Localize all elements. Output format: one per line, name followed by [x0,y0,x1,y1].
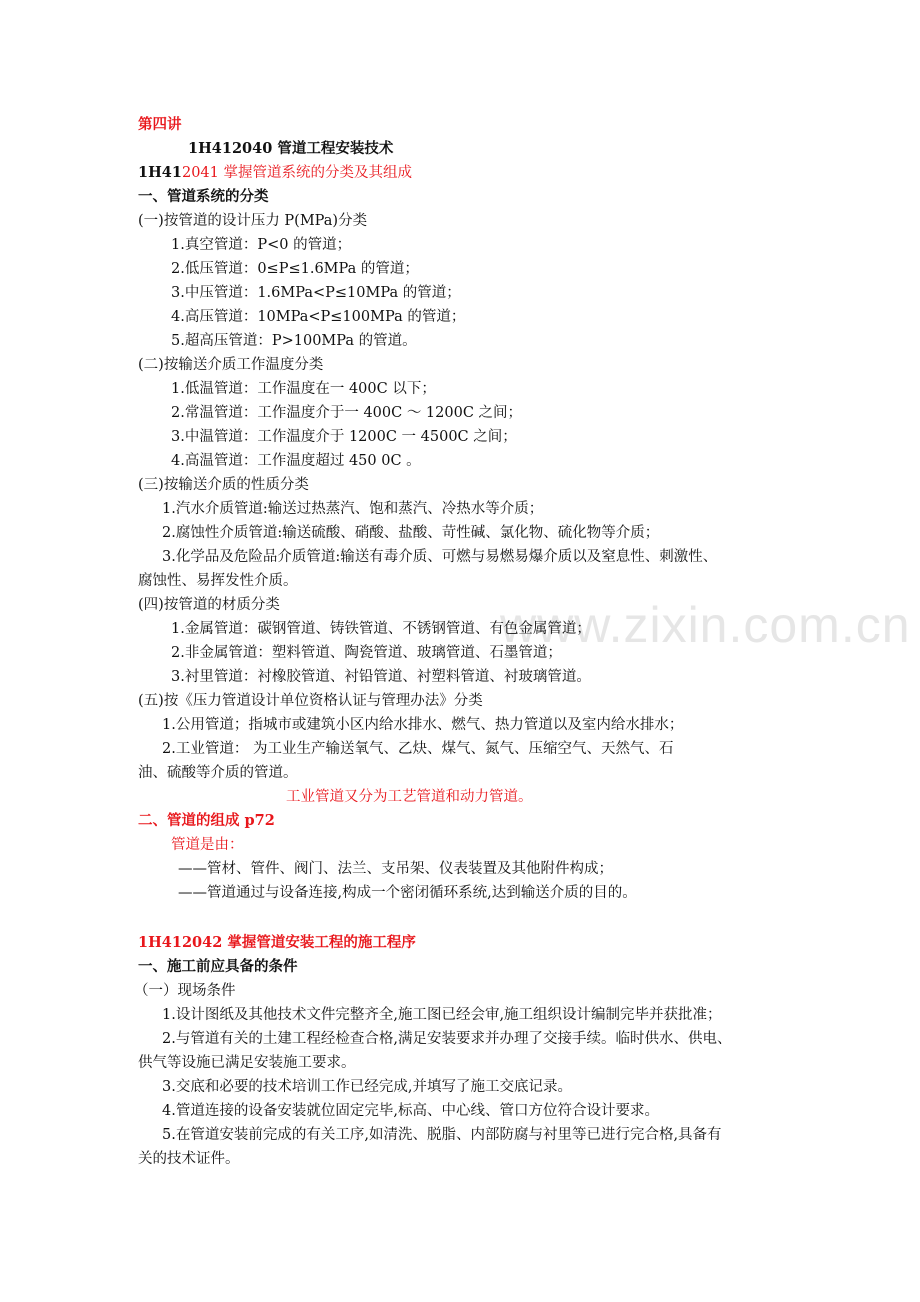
list-item: 1.低温管道：工作温度在一 400C 以下； [171,381,436,397]
lecture-label: 第四讲 [138,116,182,133]
list-item: ——管材、管件、阀门、法兰、支吊架、仪表装置及其他附件构成； [178,861,613,877]
list-item: 1.真空管道：P<0 的管道； [171,237,352,253]
list-item: 2.非金属管道：塑料管道、陶瓷管道、玻璃管道、石墨管道； [171,645,562,661]
heading-preconditions: 一、施工前应具备的条件 [138,958,298,975]
list-item: 2.工业管道： 为工业生产输送氧气、乙炔、煤气、氮气、压缩空气、天然气、石 [162,741,674,757]
list-item: 3.化学品及危险品介质管道:输送有毒介质、可燃与易燃易爆介质以及窒息性、刺激性、 [162,549,718,565]
list-item-continuation: 腐蚀性、易挥发性介质。 [138,573,298,589]
industrial-pipe-note: 工业管道又分为工艺管道和动力管道。 [286,789,533,805]
category-temperature: (二)按输送介质工作温度分类 [138,357,324,373]
list-item: 3.交底和必要的技术培训工作已经完成,并填写了施工交底记录。 [162,1079,572,1095]
list-item-continuation: 供气等设施已满足安装施工要求。 [138,1055,356,1071]
list-item: 1.汽水介质管道:输送过热蒸汽、饱和蒸汽、冷热水等介质； [162,501,544,517]
list-item: 2.低压管道：0≤P≤1.6MPa 的管道； [171,261,419,277]
heading-classification: 一、管道系统的分类 [138,188,269,205]
list-item: 3.衬里管道：衬橡胶管道、衬铅管道、衬塑料管道、衬玻璃管道。 [171,669,591,685]
list-item-continuation: 油、硫酸等介质的管道。 [138,765,298,781]
main-title: 1H412040 管道工程安装技术 [188,140,394,157]
list-item: 3.中压管道：1.6MPa<P≤10MPa 的管道； [171,285,461,301]
category-pressure: (一)按管道的设计压力 P(MPa)分类 [138,213,368,229]
list-item: 2.腐蚀性介质管道:输送硫酸、硝酸、盐酸、苛性碱、氯化物、硫化物等介质； [162,525,660,541]
category-material: (四)按管道的材质分类 [138,597,280,613]
category-site: （一）现场条件 [134,983,236,999]
category-regulation: (五)按《压力管道设计单位资格认证与管理办法》分类 [138,693,483,709]
list-item: 5.在管道安装前完成的有关工序,如清洗、脱脂、内部防腐与衬里等已进行完合格,具备有 [162,1127,722,1143]
section-2042-heading: 1H412042 掌握管道安装工程的施工程序 [138,934,416,951]
list-item: 3.中温管道：工作温度介于 1200C 一 4500C 之间； [171,429,517,445]
list-item: ——管道通过与设备连接,构成一个密闭循环系统,达到输送介质的目的。 [178,885,637,901]
watermark: www.zixin.com.cn [500,597,911,653]
list-item: 2.与管道有关的土建工程经检查合格,满足安装要求并办理了交接手续。临时供水、供电、 [162,1031,732,1047]
section-2041-title: 2041 掌握管道系统的分类及其组成 [181,165,412,181]
list-item: 2.常温管道：工作温度介于一 400C ～ 1200C 之间； [171,405,523,421]
section-2041-code: 1H41 [138,164,182,181]
list-item: 4.高压管道：10MPa<P≤100MPa 的管道； [171,309,466,325]
list-item: 1.设计图纸及其他技术文件完整齐全,施工图已经会审,施工组织设计编制完毕并获批准； [162,1007,722,1023]
section-2041-heading [138,161,412,185]
list-item-continuation: 关的技术证件。 [138,1151,240,1167]
list-item: 1.金属管道：碳钢管道、铸铁管道、不锈钢管道、有色金属管道； [171,621,591,637]
list-item: 4.高温管道：工作温度超过 450 0C 。 [171,453,421,469]
list-item: 1.公用管道；指城市或建筑小区内给水排水、燃气、热力管道以及室内给水排水； [162,717,684,733]
composition-lead: 管道是由： [171,837,244,853]
list-item: 4.管道连接的设备安装就位固定完毕,标高、中心线、管口方位符合设计要求。 [162,1103,659,1119]
category-medium: (三)按输送介质的性质分类 [138,477,309,493]
list-item: 5.超高压管道：P>100MPa 的管道。 [171,333,417,349]
heading-composition: 二、管道的组成 p72 [138,812,275,829]
